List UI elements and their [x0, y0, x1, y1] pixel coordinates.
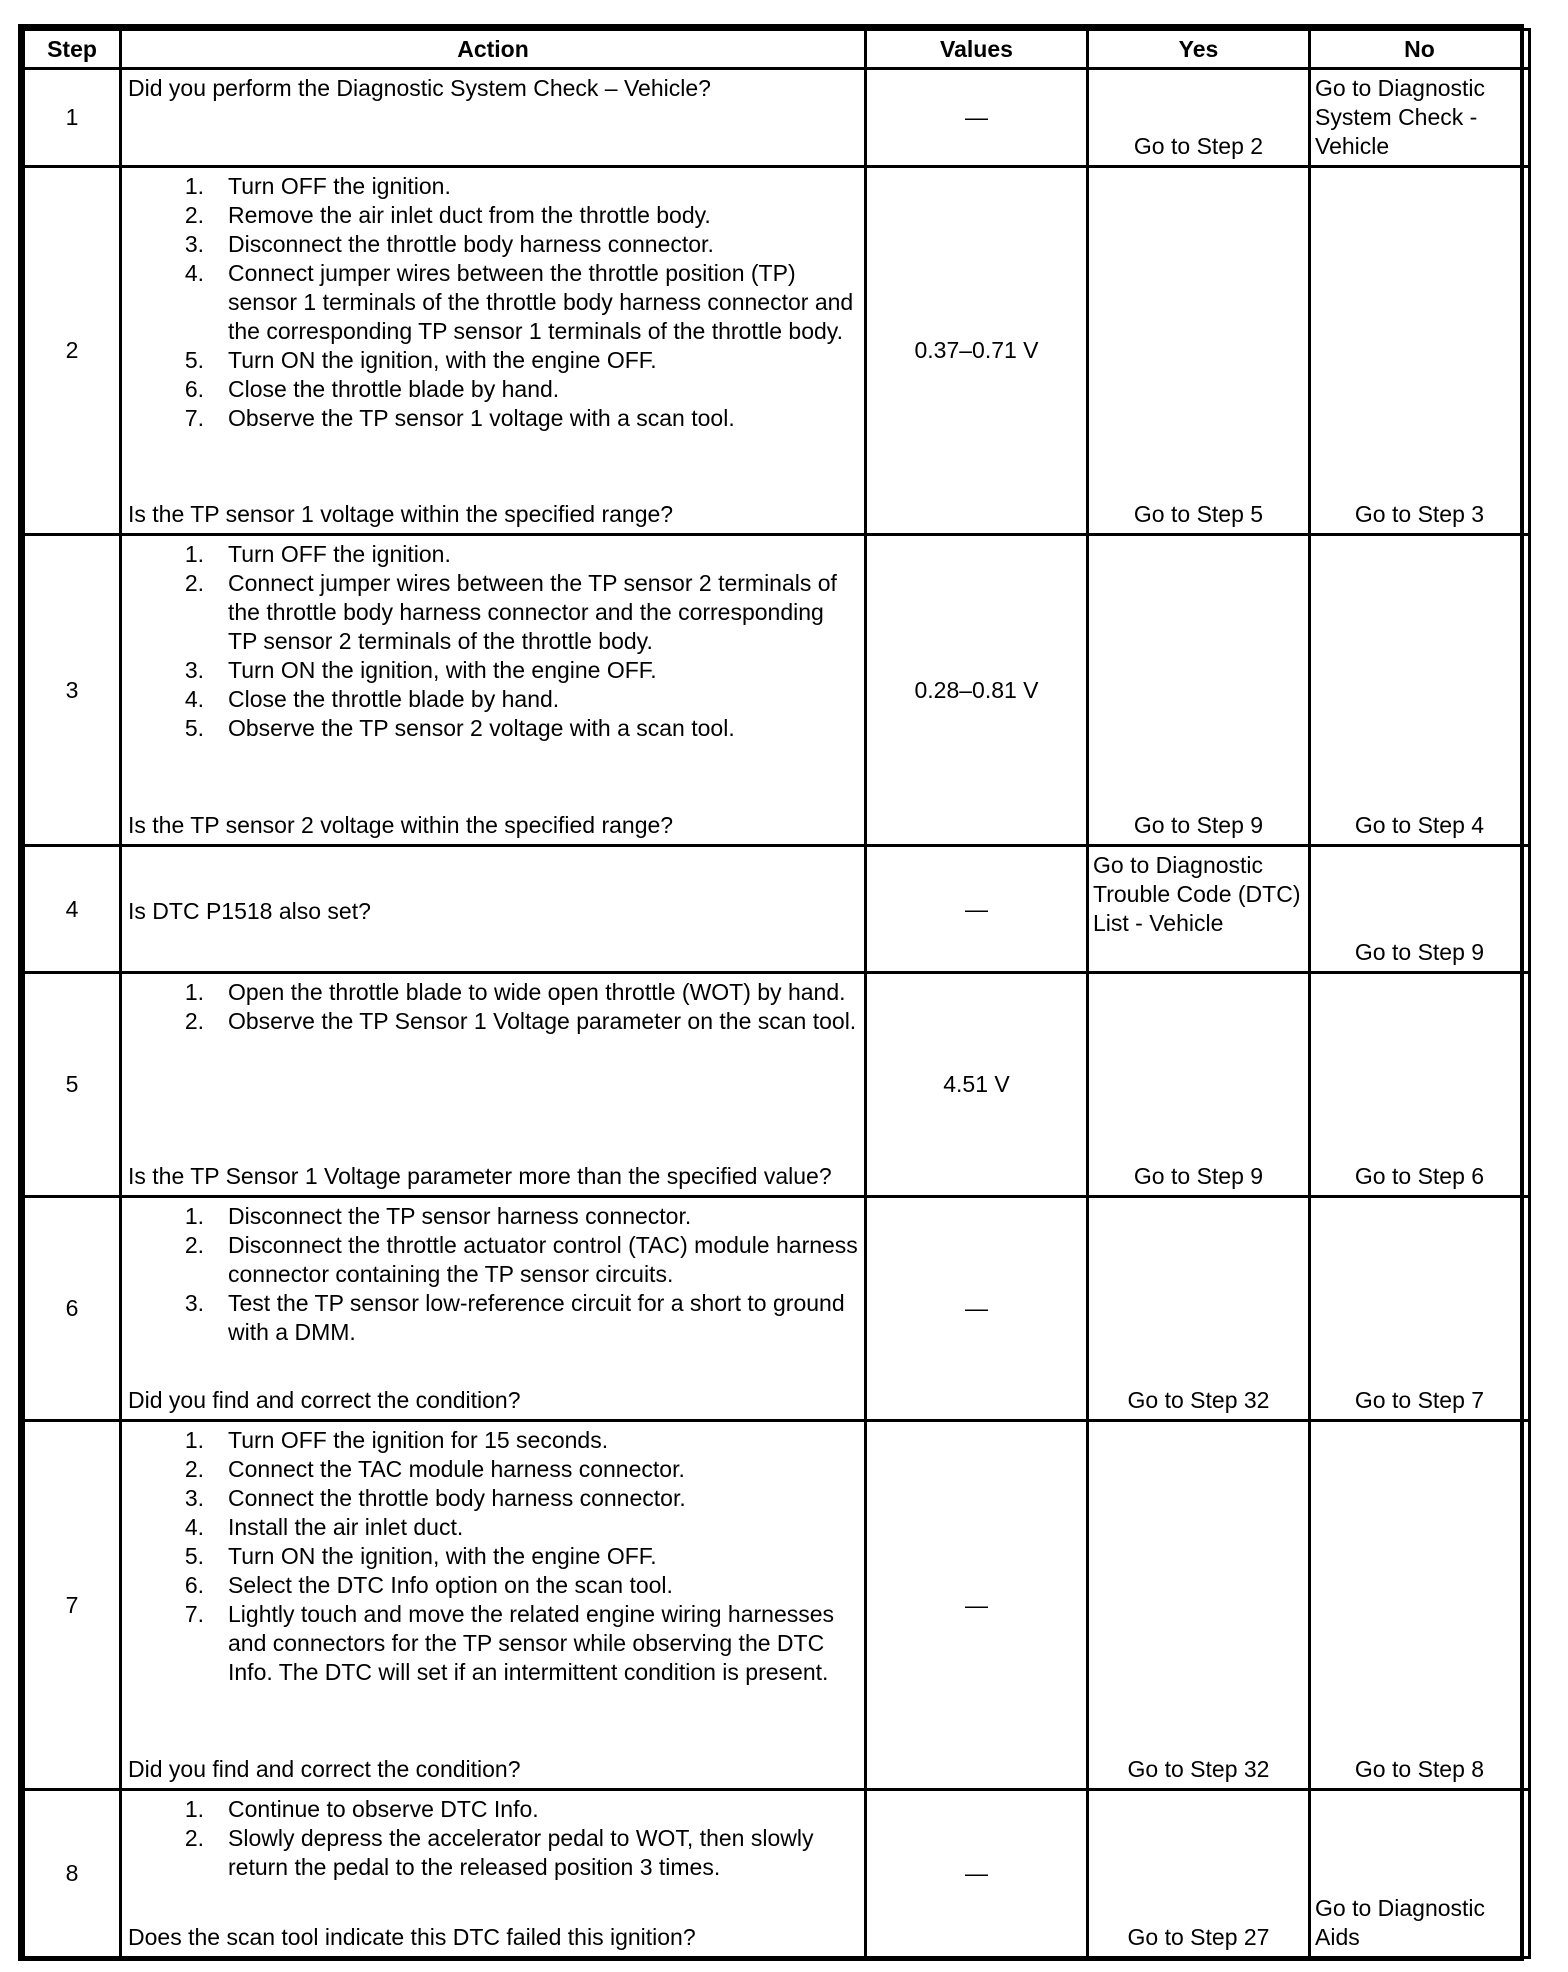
table-row — [24, 973, 1530, 1197]
value-cell: 0.28–0.81 V — [866, 535, 1088, 846]
step-index: 6. — [184, 376, 204, 402]
header-action: Action — [121, 30, 866, 69]
step-index: 5. — [184, 347, 204, 373]
action-step — [128, 1007, 858, 1036]
yes-cell: Go to Diagnostic Trouble Code (DTC) List - Vehicle — [1088, 846, 1310, 973]
action-cell — [121, 846, 866, 973]
no-cell: Go to Step 9 — [1310, 846, 1530, 973]
action-step — [128, 1600, 858, 1687]
step-index: 6. — [184, 1572, 204, 1598]
action-step — [128, 1455, 858, 1484]
question-text: Did you find and correct the condition? — [128, 1756, 521, 1782]
step-index: 2. — [184, 1008, 204, 1034]
action-step — [128, 1542, 858, 1571]
yes-cell: Go to Step 27 — [1088, 1790, 1310, 1958]
step-index: 3. — [184, 1290, 204, 1316]
value-cell: — — [866, 846, 1088, 973]
action-cell — [121, 1421, 866, 1790]
action-step-text: Connect jumper wires between the TP sensor 2 terminals of the throttle body harness connector and the corresponding TP sensor 2 terminals of the throttle body. — [228, 570, 837, 654]
action-step-text: Lightly touch and move the related engine wiring harnesses and connectors for the TP sensor while observing the DTC Info. The DTC will set if an intermittent condition is present. — [228, 1601, 835, 1685]
action-steps — [128, 1202, 858, 1347]
action-cell — [121, 1197, 866, 1421]
action-step — [128, 172, 858, 201]
action-step — [128, 1571, 858, 1600]
action-steps — [128, 1426, 858, 1687]
step-index: 4. — [184, 686, 204, 712]
header-no: No — [1310, 30, 1530, 69]
step-index: 7. — [184, 405, 204, 431]
action-step — [128, 201, 858, 230]
step-number: 1 — [24, 69, 121, 167]
action-steps — [128, 1795, 858, 1882]
value-cell: — — [866, 1790, 1088, 1958]
step-index: 1. — [184, 173, 204, 199]
action-step-text: Remove the air inlet duct from the throttle body. — [228, 202, 711, 228]
action-step-text: Install the air inlet duct. — [228, 1514, 464, 1540]
step-index: 7. — [184, 1601, 204, 1627]
value-cell: — — [866, 69, 1088, 167]
action-step-text: Turn ON the ignition, with the engine OFF. — [228, 347, 657, 373]
table-row — [24, 69, 1530, 167]
step-number: 4 — [24, 846, 121, 973]
no-cell: Go to Step 3 — [1310, 167, 1530, 535]
action-step — [128, 978, 858, 1007]
action-step — [128, 656, 858, 685]
step-index: 2. — [184, 570, 204, 596]
step-index: 1. — [184, 1427, 204, 1453]
action-step — [128, 259, 858, 346]
action-step-text: Connect the TAC module harness connector. — [228, 1456, 685, 1482]
action-step-text: Open the throttle blade to wide open throttle (WOT) by hand. — [228, 979, 846, 1005]
action-step-text: Turn OFF the ignition for 15 seconds. — [228, 1427, 609, 1453]
header-step: Step — [24, 30, 121, 69]
no-cell: Go to Step 6 — [1310, 973, 1530, 1197]
action-step — [128, 1824, 858, 1882]
table-row — [24, 1421, 1530, 1790]
action-step — [128, 569, 858, 656]
step-index: 3. — [184, 231, 204, 257]
action-step-text: Continue to observe DTC Info. — [228, 1796, 539, 1822]
action-step — [128, 1484, 858, 1513]
step-index: 5. — [184, 1543, 204, 1569]
step-index: 2. — [184, 1456, 204, 1482]
step-number: 8 — [24, 1790, 121, 1958]
action-step-text: Disconnect the throttle actuator control (TAC) module harness connector containing the TP sensor circuits. — [228, 1232, 858, 1287]
question-text: Did you perform the Diagnostic System Check – Vehicle? — [128, 75, 711, 101]
action-step-text: Observe the TP Sensor 1 Voltage parameter on the scan tool. — [228, 1008, 857, 1034]
step-index: 2. — [184, 202, 204, 228]
action-step — [128, 540, 858, 569]
step-number: 2 — [24, 167, 121, 535]
action-step-text: Close the throttle blade by hand. — [228, 686, 560, 712]
header-yes: Yes — [1088, 30, 1310, 69]
question-text: Is DTC P1518 also set? — [128, 897, 371, 924]
no-cell: Go to Diagnostic System Check - Vehicle — [1310, 69, 1530, 167]
step-index: 5. — [184, 715, 204, 741]
no-cell: Go to Step 8 — [1310, 1421, 1530, 1790]
value-cell: — — [866, 1421, 1088, 1790]
header-values: Values — [866, 30, 1088, 69]
yes-cell: Go to Step 2 — [1088, 69, 1310, 167]
yes-cell: Go to Step 32 — [1088, 1197, 1310, 1421]
table-row — [24, 535, 1530, 846]
action-step-text: Connect the throttle body harness connector. — [228, 1485, 686, 1511]
step-index: 3. — [184, 1485, 204, 1511]
action-step-text: Turn OFF the ignition. — [228, 541, 451, 567]
value-cell: 4.51 V — [866, 973, 1088, 1197]
step-index: 4. — [184, 260, 204, 286]
action-step — [128, 1202, 858, 1231]
yes-cell: Go to Step 32 — [1088, 1421, 1310, 1790]
diagnostic-table — [22, 28, 1531, 1959]
header-row — [24, 30, 1530, 69]
step-index: 1. — [184, 541, 204, 567]
action-step — [128, 230, 858, 259]
action-step — [128, 685, 858, 714]
question-text: Is the TP sensor 1 voltage within the specified range? — [128, 501, 674, 527]
action-step-text: Slowly depress the accelerator pedal to WOT, then slowly return the pedal to the released position 3 times. — [228, 1825, 814, 1880]
step-index: 1. — [184, 1796, 204, 1822]
action-step — [128, 1513, 858, 1542]
table-row — [24, 167, 1530, 535]
table-row — [24, 1790, 1530, 1958]
yes-cell: Go to Step 5 — [1088, 167, 1310, 535]
question-text: Is the TP sensor 2 voltage within the specified range? — [128, 812, 674, 838]
step-index: 4. — [184, 1514, 204, 1540]
table-row — [24, 1197, 1530, 1421]
action-step-text: Disconnect the TP sensor harness connector. — [228, 1203, 692, 1229]
action-step-text: Connect jumper wires between the throttle position (TP) sensor 1 terminals of the throttle body harness connector and the corresponding TP sensor 1 terminals of the throttle body. — [228, 260, 854, 344]
no-cell: Go to Step 7 — [1310, 1197, 1530, 1421]
step-number: 5 — [24, 973, 121, 1197]
action-steps — [128, 978, 858, 1036]
action-step — [128, 1231, 858, 1289]
action-step — [128, 1795, 858, 1824]
no-cell: Go to Step 4 — [1310, 535, 1530, 846]
action-cell — [121, 167, 866, 535]
step-number: 3 — [24, 535, 121, 846]
action-step-text: Close the throttle blade by hand. — [228, 376, 560, 402]
action-step — [128, 1289, 858, 1347]
question-text: Is the TP Sensor 1 Voltage parameter more than the specified value? — [128, 1163, 832, 1189]
action-step-text: Turn ON the ignition, with the engine OFF. — [228, 657, 657, 683]
action-step — [128, 714, 858, 743]
step-index: 2. — [184, 1825, 204, 1851]
action-steps — [128, 540, 858, 743]
action-cell — [121, 535, 866, 846]
diagnostic-table-document — [18, 24, 1524, 1961]
step-index: 2. — [184, 1232, 204, 1258]
step-number: 6 — [24, 1197, 121, 1421]
action-step-text: Disconnect the throttle body harness connector. — [228, 231, 714, 257]
action-step-text: Observe the TP sensor 2 voltage with a scan tool. — [228, 715, 735, 741]
value-cell: 0.37–0.71 V — [866, 167, 1088, 535]
action-step-text: Observe the TP sensor 1 voltage with a scan tool. — [228, 405, 735, 431]
question-text: Does the scan tool indicate this DTC failed this ignition? — [128, 1924, 696, 1950]
table-row — [24, 846, 1530, 973]
action-step — [128, 1426, 858, 1455]
value-cell: — — [866, 1197, 1088, 1421]
action-cell — [121, 973, 866, 1197]
no-cell: Go to Diagnostic Aids — [1310, 1790, 1530, 1958]
action-step-text: Turn ON the ignition, with the engine OFF. — [228, 1543, 657, 1569]
step-index: 1. — [184, 979, 204, 1005]
action-cell — [121, 1790, 866, 1958]
step-index: 3. — [184, 657, 204, 683]
action-step-text: Test the TP sensor low-reference circuit for a short to ground with a DMM. — [228, 1290, 845, 1345]
action-step-text: Turn OFF the ignition. — [228, 173, 451, 199]
step-number: 7 — [24, 1421, 121, 1790]
yes-cell: Go to Step 9 — [1088, 973, 1310, 1197]
action-steps — [128, 172, 858, 433]
action-step — [128, 404, 858, 433]
question-text: Did you find and correct the condition? — [128, 1387, 521, 1413]
yes-cell: Go to Step 9 — [1088, 535, 1310, 846]
action-step — [128, 375, 858, 404]
step-index: 1. — [184, 1203, 204, 1229]
action-step-text: Select the DTC Info option on the scan tool. — [228, 1572, 673, 1598]
action-step — [128, 346, 858, 375]
action-cell — [121, 69, 866, 167]
